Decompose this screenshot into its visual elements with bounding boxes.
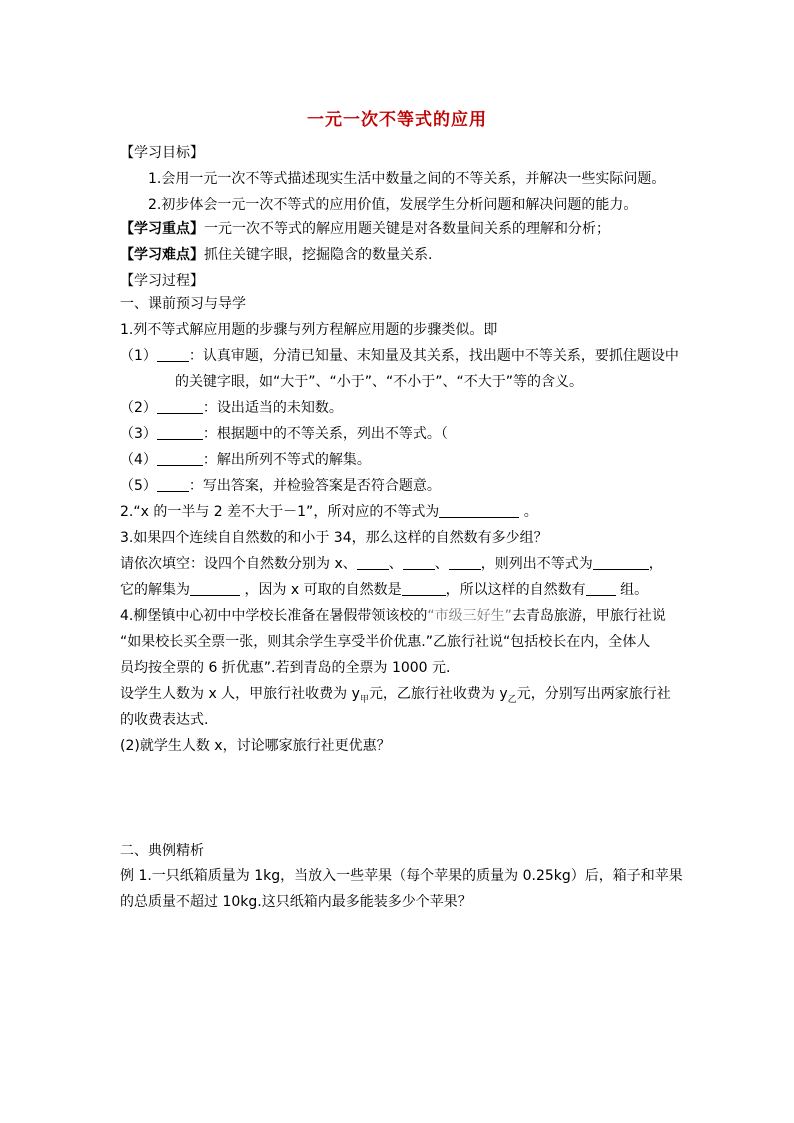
- q4-l4c: 元，分别写出两家旅行社: [516, 686, 671, 702]
- answer-blank[interactable]: [439, 503, 519, 518]
- q1-step-5-text: ：写出答案，并检验答案是否符合题意。: [188, 478, 441, 494]
- q3-l2c: ，所以这样的自然数有: [445, 582, 586, 598]
- key-point: [120, 219, 610, 239]
- answer-blank[interactable]: [357, 555, 389, 570]
- q3-line-1: 请依次填空：设四个自然数分别为 x、 、 、 ，则列出不等式为 ，: [120, 556, 663, 572]
- q1-step-2: [120, 398, 343, 418]
- difficulty: [120, 245, 432, 265]
- q3-l1c: ，: [648, 556, 663, 572]
- q1-step-4: [120, 450, 371, 470]
- answer-blank[interactable]: [157, 399, 203, 414]
- answer-blank[interactable]: [403, 555, 435, 570]
- example1-line-1: 例 1.一只纸箱质量为 1kg，当放入一些苹果（每个苹果的质量为 0.25kg）后，箱子和苹果: [120, 868, 683, 884]
- q1-step-3-num: （3）: [120, 426, 157, 442]
- q4-line-1: [120, 606, 666, 626]
- q3-l2d: 组。: [620, 582, 649, 598]
- q4-sub-yi: 乙: [507, 694, 517, 705]
- q4-line-6: (2)就学生人数 x，讨论哪家旅行社更优惠？: [120, 738, 391, 754]
- q1-step-1: [120, 346, 679, 366]
- answer-blank[interactable]: [402, 581, 446, 596]
- process-header: 【学习过程】: [120, 273, 204, 289]
- q3-l1a: 请依次填空：设四个自然数分别为 x、: [120, 556, 357, 572]
- q1-step-4-num: （4）: [120, 452, 157, 468]
- q4-l4a: 设学生人数为 x 人，甲旅行社收费为 y: [120, 686, 360, 702]
- q3-line-2: [120, 580, 648, 600]
- answer-blank[interactable]: [157, 347, 189, 362]
- key-point-text: 一元一次不等式的解应用题关键是对各数量间关系的理解和分析；: [204, 221, 610, 237]
- section2-header: 二、典例精析: [120, 843, 204, 859]
- example1-line-2: 的总质量不超过 10kg.这只纸箱内最多能装多少个苹果？: [120, 894, 472, 910]
- q2-text: 2.“x 的一半与 2 差不大于－1”，所对应的不等式为: [120, 504, 440, 520]
- document-title: 一元一次不等式的应用: [307, 110, 487, 130]
- key-point-label: 【学习重点】: [120, 221, 204, 237]
- answer-blank[interactable]: [157, 451, 203, 466]
- q1-step-1-text: ：认真审题，分清已知量、末知量及其关系，找出题中不等关系，要抓住题设中: [188, 348, 679, 364]
- q3-l2b: ，因为 x 可取的自然数是: [244, 582, 402, 598]
- q4-line-2: “如果校长买全票一张，则其余学生享受半价优惠.”乙旅行社说“包括校长在内，全体人: [120, 634, 651, 650]
- q4-l1c: 去青岛旅游，甲旅行社说: [511, 608, 666, 624]
- answer-blank[interactable]: [157, 477, 189, 492]
- q2-end: 。: [523, 504, 538, 520]
- answer-blank[interactable]: [157, 425, 203, 440]
- q1-step-2-num: （2）: [120, 400, 157, 416]
- difficulty-label: 【学习难点】: [120, 247, 204, 263]
- q2: [120, 502, 538, 522]
- q1-step-1-cont: 的关键字眼，如“大于”、“小于”、“不小于”、“不大于”等的含义。: [175, 374, 584, 390]
- q1-step-2-text: ：设出适当的未知数。: [202, 400, 343, 416]
- q3-l1b: ，则列出不等式为: [480, 556, 593, 572]
- answer-blank[interactable]: [449, 555, 481, 570]
- objective-item-1: 1.会用一元一次不等式描述现实生活中数量之间的不等关系，并解决一些实际问题。: [148, 171, 666, 187]
- section1-header: 一、课前预习与导学: [120, 296, 246, 312]
- q4-line-5: 的收费表达式.: [120, 712, 209, 728]
- q1-step-5-num: （5）: [120, 478, 157, 494]
- objective-item-2: 2.初步体会一元一次不等式的应用价值，发展学生分析问题和解决问题的能力。: [148, 197, 638, 213]
- q1-step-1-num: （1）: [120, 348, 157, 364]
- q4-line-4: [120, 684, 671, 710]
- q4-l4b: 元，乙旅行社收费为 y: [368, 686, 508, 702]
- q4-line-3: 员均按全票的 6 折优惠”.若到青岛的全票为 1000 元.: [120, 660, 451, 676]
- q4-l1b: “市级三好生”: [427, 608, 512, 624]
- answer-blank[interactable]: [190, 581, 240, 596]
- difficulty-text: 抓住关键字眼，挖掘隐含的数量关系.: [204, 247, 433, 263]
- q4-l1a: 4.柳堡镇中心初中中学校长准备在暑假带领该校的: [120, 608, 428, 624]
- answer-blank[interactable]: [586, 581, 616, 596]
- answer-blank[interactable]: [593, 555, 649, 570]
- q3-l2a: 它的解集为: [120, 582, 190, 598]
- q1-step-5: [120, 476, 441, 496]
- q3-question: 3.如果四个连续自自然数的和小于 34，那么这样的自然数有多少组？: [120, 530, 548, 546]
- q4-sub-jia: 甲: [359, 694, 369, 705]
- q1-step-3: [120, 424, 448, 444]
- q1-step-3-text: ：根据题中的不等关系，列出不等式。（: [202, 426, 448, 442]
- q1-intro: 1.列不等式解应用题的步骤与列方程解应用题的步骤类似。即: [120, 322, 498, 338]
- q1-step-4-text: ：解出所列不等式的解集。: [202, 452, 371, 468]
- objectives-header: 【学习目标】: [120, 145, 204, 161]
